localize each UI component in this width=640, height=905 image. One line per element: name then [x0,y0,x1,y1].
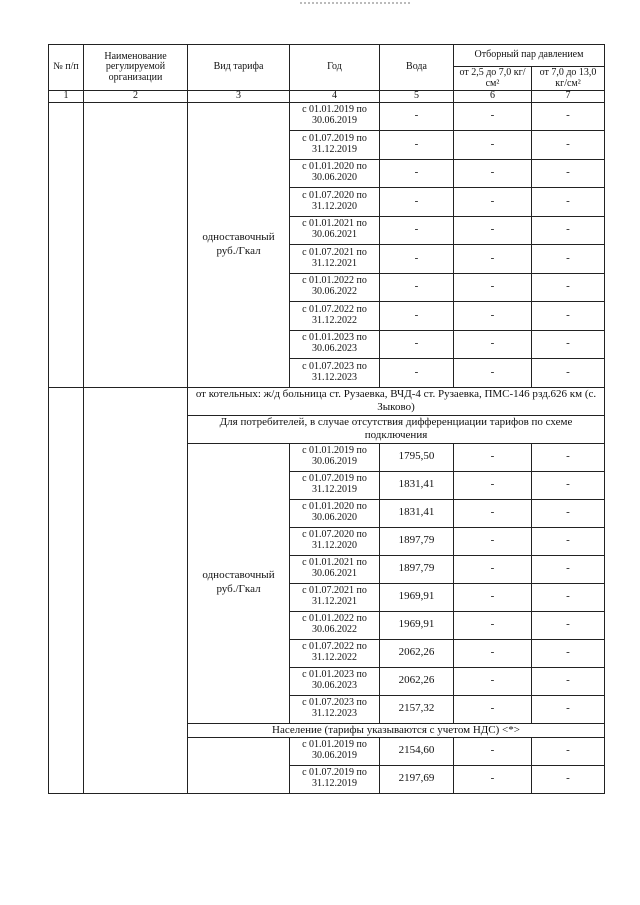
steam-high-value: - [532,765,605,793]
steam-low-value: - [454,302,532,331]
col-number: 4 [290,91,380,103]
steam-high-value: - [532,583,605,611]
water-value: 1897,79 [380,527,454,555]
steam-high-value: - [532,443,605,471]
steam-high-value: - [532,499,605,527]
scan-artifact [300,2,410,8]
period-cell: с 01.01.2020 по 30.06.2020 [290,499,380,527]
steam-low-value: - [454,765,532,793]
period-cell: с 01.01.2019 по 30.06.2019 [290,443,380,471]
steam-low-value: - [454,330,532,359]
column-number-row [49,91,605,103]
org-cell [84,387,188,793]
col-number: 5 [380,91,454,103]
water-value: - [380,159,454,188]
period-cell: с 01.07.2019 по 31.12.2019 [290,765,380,793]
steam-high-value: - [532,245,605,274]
steam-high-value: - [532,302,605,331]
period-cell: с 01.01.2019 по 30.06.2019 [290,102,380,131]
steam-low-value: - [454,159,532,188]
water-value: - [380,302,454,331]
steam-low-value: - [454,555,532,583]
col-number: 2 [84,91,188,103]
steam-high-value: - [532,639,605,667]
num-cell [49,102,84,387]
tariff-type-label: одноставочный руб./Гкал [188,443,290,723]
steam-low-value: - [454,216,532,245]
steam-low-value: - [454,499,532,527]
steam-high-value: - [532,131,605,160]
water-value: 2157,32 [380,695,454,723]
boiler-source-text: от котельных: ж/д больница ст. Рузаевка, ВЧД-4 ст. Рузаевка, ПМС-146 рзд.626 км (с. Зыково) [188,387,605,415]
tariff-type-cell [188,737,290,793]
steam-low-value: - [454,102,532,131]
steam-low-value: - [454,131,532,160]
water-value: - [380,216,454,245]
steam-high-value: - [532,471,605,499]
header-steam-high: от 7,0 до 13,0 кг/см² [532,67,605,91]
water-value: 2062,26 [380,667,454,695]
source-row [49,387,605,415]
steam-high-value: - [532,695,605,723]
tariff-table [48,44,605,794]
period-cell: с 01.07.2020 по 31.12.2020 [290,527,380,555]
steam-low-value: - [454,639,532,667]
steam-high-value: - [532,611,605,639]
water-value: 1969,91 [380,611,454,639]
steam-high-value: - [532,273,605,302]
steam-high-value: - [532,188,605,217]
water-value: - [380,273,454,302]
water-value: 1969,91 [380,583,454,611]
num-cell [49,387,84,793]
period-cell: с 01.07.2021 по 31.12.2021 [290,245,380,274]
water-value: - [380,330,454,359]
period-cell: с 01.01.2022 по 30.06.2022 [290,611,380,639]
period-cell: с 01.01.2022 по 30.06.2022 [290,273,380,302]
col-number: 3 [188,91,290,103]
period-cell: с 01.01.2023 по 30.06.2023 [290,330,380,359]
population-text: Население (тарифы указываются с учетом НДС) <*> [188,723,605,737]
steam-high-value: - [532,330,605,359]
water-value: 2062,26 [380,639,454,667]
org-cell [84,102,188,387]
water-value: 1831,41 [380,471,454,499]
period-cell: с 01.07.2023 по 31.12.2023 [290,359,380,388]
steam-low-value: - [454,695,532,723]
col-number: 7 [532,91,605,103]
table-row [49,102,605,131]
steam-low-value: - [454,273,532,302]
header-org: Наименование регулируемой организации [84,45,188,91]
period-cell: с 01.01.2021 по 30.06.2021 [290,216,380,245]
steam-high-value: - [532,737,605,765]
water-value: - [380,245,454,274]
header-water: Вода [380,45,454,91]
tariff-type-label: одноставочный руб./Гкал [188,102,290,387]
steam-high-value: - [532,159,605,188]
period-cell: с 01.01.2020 по 30.06.2020 [290,159,380,188]
water-value: - [380,131,454,160]
water-value: - [380,359,454,388]
consumers-text: Для потребителей, в случае отсутствия дифференциации тарифов по схеме подключения [188,415,605,443]
water-value: - [380,188,454,217]
steam-low-value: - [454,583,532,611]
steam-low-value: - [454,527,532,555]
water-value: 1831,41 [380,499,454,527]
steam-low-value: - [454,245,532,274]
period-cell: с 01.07.2022 по 31.12.2022 [290,302,380,331]
header-num: № п/п [49,45,84,91]
steam-high-value: - [532,667,605,695]
period-cell: с 01.07.2022 по 31.12.2022 [290,639,380,667]
steam-low-value: - [454,737,532,765]
steam-low-value: - [454,359,532,388]
steam-low-value: - [454,667,532,695]
water-value: 1897,79 [380,555,454,583]
col-number: 1 [49,91,84,103]
header-year: Год [290,45,380,91]
steam-high-value: - [532,359,605,388]
period-cell: с 01.07.2019 по 31.12.2019 [290,471,380,499]
steam-low-value: - [454,611,532,639]
header-row-1 [49,45,605,67]
period-cell: с 01.07.2023 по 31.12.2023 [290,695,380,723]
header-steam: Отборный пар давлением [454,45,605,67]
steam-high-value: - [532,216,605,245]
steam-high-value: - [532,527,605,555]
water-value: 2197,69 [380,765,454,793]
water-value: 2154,60 [380,737,454,765]
col-number: 6 [454,91,532,103]
water-value: - [380,102,454,131]
period-cell: с 01.07.2020 по 31.12.2020 [290,188,380,217]
header-steam-low: от 2,5 до 7,0 кг/см² [454,67,532,91]
steam-high-value: - [532,555,605,583]
period-cell: с 01.01.2023 по 30.06.2023 [290,667,380,695]
steam-low-value: - [454,443,532,471]
steam-high-value: - [532,102,605,131]
period-cell: с 01.07.2019 по 31.12.2019 [290,131,380,160]
period-cell: с 01.01.2019 по 30.06.2019 [290,737,380,765]
period-cell: с 01.01.2021 по 30.06.2021 [290,555,380,583]
steam-low-value: - [454,471,532,499]
steam-low-value: - [454,188,532,217]
period-cell: с 01.07.2021 по 31.12.2021 [290,583,380,611]
header-tariff-type: Вид тарифа [188,45,290,91]
water-value: 1795,50 [380,443,454,471]
